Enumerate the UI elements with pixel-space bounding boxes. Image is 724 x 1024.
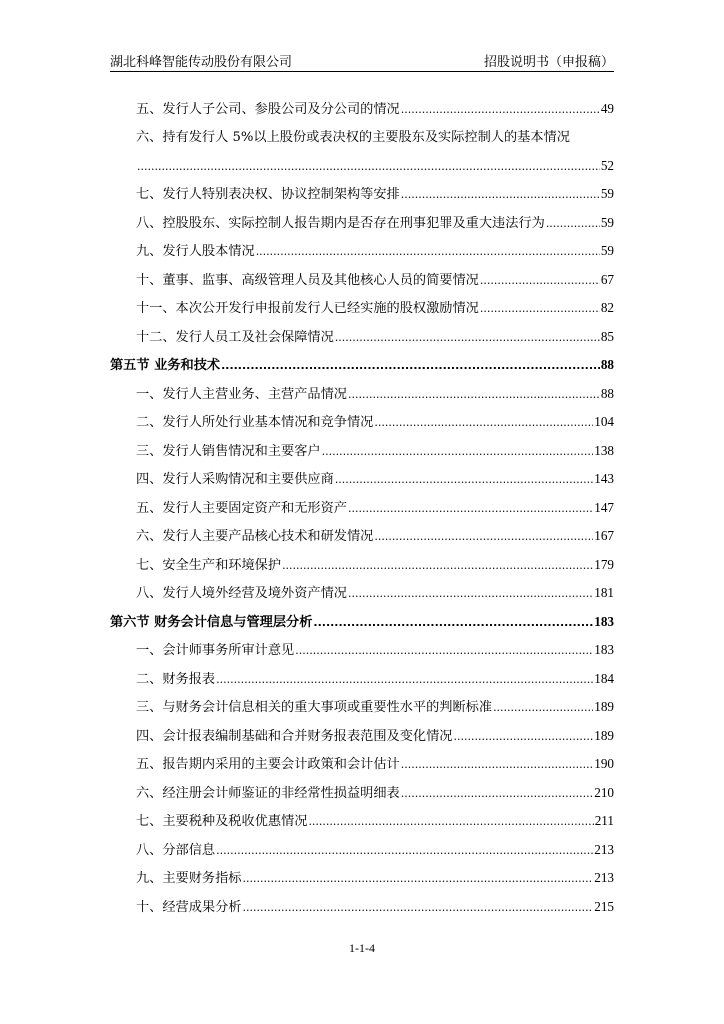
toc-dot-leader [256, 244, 600, 259]
toc-entry-page: 183 [594, 613, 614, 629]
toc-entry[interactable] [110, 373, 614, 402]
toc-dot-leader [348, 501, 593, 516]
toc-entry-page: 211 [594, 813, 614, 828]
toc-entry-page: 215 [594, 898, 614, 914]
toc-entry[interactable] [110, 288, 614, 317]
toc-entry[interactable] [110, 630, 614, 659]
toc-entry[interactable] [110, 772, 614, 801]
toc-entry-label: 三、与财务会计信息相关的重大事项或重要性水平的判断标准 [136, 700, 493, 715]
toc-entry-label: 一、发行人主营业务、主营产品情况 [136, 386, 347, 402]
toc-entry-label: 八、控股股东、实际控制人报告期内是否存在刑事犯罪及重大违法行为 [136, 215, 545, 231]
toc-dot-leader [308, 814, 593, 829]
toc-dot-leader [401, 102, 600, 117]
toc-entry-page: 88 [600, 385, 614, 401]
toc-entry-label: 六、发行人主要产品核心技术和研发情况 [136, 529, 374, 544]
toc-entry-label: 五、报告期内采用的主要会计政策和会计估计 [136, 757, 400, 772]
toc-dot-leader [313, 615, 593, 630]
toc-entry[interactable] [110, 886, 614, 915]
toc-entry-label: 七、安全生产和环境保护 [136, 557, 282, 573]
toc-entry-page: 147 [594, 499, 614, 515]
toc-dot-leader [216, 843, 593, 858]
page-number: 1-1-4 [349, 941, 375, 955]
toc-dot-leader [493, 700, 593, 715]
table-of-contents [110, 88, 614, 915]
toc-dot-leader [374, 529, 593, 544]
toc-entry-page: 59 [600, 243, 614, 258]
toc-entry-label: 四、会计报表编制基础和合并财务报表范围及变化情况 [136, 728, 453, 744]
toc-dot-leader [243, 900, 594, 915]
header-company-name: 湖北科峰智能传动股份有限公司 [110, 55, 293, 70]
toc-entry-label: 七、主要税种及税收优惠情况 [136, 814, 308, 829]
toc-entry-label: 三、发行人销售情况和主要客户 [136, 443, 321, 459]
toc-dot-leader [401, 187, 600, 202]
toc-entry[interactable] [110, 174, 614, 203]
toc-entry[interactable] [110, 687, 614, 716]
toc-entry-label: 六、经注册会计师鉴证的非经常性损益明细表 [136, 785, 400, 801]
toc-entry-page: 67 [600, 271, 614, 287]
toc-dot-leader [348, 387, 600, 402]
toc-dot-leader [243, 871, 594, 886]
toc-dot-leader [216, 672, 593, 687]
toc-entry-label: 十、经营成果分析 [136, 899, 242, 915]
toc-dot-leader [282, 558, 593, 573]
toc-entry[interactable] [110, 402, 614, 431]
toc-entry-label: 十一、本次公开发行申报前发行人已经实施的股权激励情况 [136, 301, 479, 316]
toc-entry-page: 59 [600, 186, 614, 201]
toc-entry-page: 184 [594, 670, 614, 686]
toc-entry-page: 88 [600, 357, 614, 372]
toc-dot-leader [401, 757, 593, 772]
toc-dot-leader [480, 301, 600, 316]
toc-dot-leader [454, 729, 594, 744]
toc-entry-label: 五、发行人主要固定资产和无形资产 [136, 500, 347, 516]
toc-entry-page: 213 [594, 870, 614, 885]
toc-entry[interactable] [110, 544, 614, 573]
toc-entry-page: 189 [594, 699, 614, 714]
toc-entry-page: 49 [600, 100, 614, 116]
toc-entry[interactable] [110, 231, 614, 260]
toc-dot-leader [335, 330, 600, 345]
toc-dot-leader [401, 786, 593, 801]
toc-entry-label: 九、主要财务指标 [136, 871, 242, 886]
toc-dot-leader [221, 358, 600, 373]
toc-entry-page: 190 [594, 756, 614, 771]
toc-entry-page: 183 [594, 642, 614, 657]
toc-entry-continuation[interactable] [110, 145, 614, 174]
toc-dot-leader [480, 273, 600, 288]
toc-dot-leader [137, 159, 600, 174]
toc-entry-page: 52 [600, 157, 614, 173]
toc-entry-label: 十、董事、监事、高级管理人员及其他核心人员的简要情况 [136, 272, 479, 288]
toc-entry-label: 八、发行人境外经营及境外资产情况 [136, 586, 347, 601]
toc-entry[interactable] [110, 573, 614, 602]
header-document-title: 招股说明书（申报稿） [483, 55, 614, 70]
toc-entry-label: 五、发行人子公司、参股公司及分公司的情况 [136, 101, 400, 117]
toc-entry[interactable] [110, 829, 614, 858]
toc-entry[interactable] [110, 316, 614, 345]
toc-entry-label: 四、发行人采购情况和主要供应商 [136, 472, 334, 487]
toc-dot-leader [374, 415, 593, 430]
toc-entry[interactable] [110, 430, 614, 459]
toc-entry[interactable] [110, 88, 614, 117]
toc-entry-page: 85 [600, 328, 614, 344]
toc-entry-label: 十二、发行人员工及社会保障情况 [136, 329, 334, 345]
toc-entry-page: 181 [594, 585, 614, 600]
page-footer [0, 941, 724, 956]
toc-entry-label: 第六节 财务会计信息与管理层分析 [110, 614, 313, 630]
toc-entry[interactable] [110, 744, 614, 773]
toc-entry-label: 九、发行人股本情况 [136, 244, 255, 259]
toc-dot-leader [348, 586, 593, 601]
toc-entry-page: 104 [594, 414, 614, 429]
toc-entry-label: 七、发行人特别表决权、协议控制架构等安排 [136, 187, 400, 202]
toc-entry[interactable] [110, 487, 614, 516]
toc-entry-page: 143 [594, 471, 614, 486]
toc-entry-label: 一、会计师事务所审计意见 [136, 643, 295, 658]
toc-section-heading[interactable] [110, 601, 614, 630]
toc-entry[interactable] [110, 715, 614, 744]
toc-entry[interactable] [110, 516, 614, 545]
toc-entry-page: 82 [600, 300, 614, 315]
toc-entry-label: 二、发行人所处行业基本情况和竞争情况 [136, 415, 374, 430]
toc-entry-label: 八、分部信息 [136, 842, 216, 858]
page-header [110, 50, 614, 70]
toc-entry-page: 138 [594, 442, 614, 458]
toc-entry-label: 二、财务报表 [136, 671, 216, 687]
toc-dot-leader [322, 444, 594, 459]
toc-entry[interactable] [110, 858, 614, 887]
toc-entry-page: 213 [594, 841, 614, 857]
toc-entry-page: 179 [594, 556, 614, 572]
toc-dot-leader [546, 216, 600, 231]
toc-entry-label: 六、持有发行人 5%以上股份或表决权的主要股东及实际控制人的基本情况 [136, 130, 570, 145]
toc-entry-page: 189 [594, 727, 614, 743]
toc-entry[interactable] [110, 801, 614, 830]
toc-entry-page: 210 [594, 784, 614, 800]
toc-entry-page: 59 [600, 214, 614, 230]
toc-entry[interactable] [110, 459, 614, 488]
toc-entry[interactable] [110, 117, 614, 146]
toc-section-heading[interactable] [110, 345, 614, 374]
header-divider [110, 71, 614, 72]
toc-dot-leader [335, 472, 593, 487]
toc-entry[interactable] [110, 658, 614, 687]
toc-entry-page: 167 [594, 528, 614, 543]
toc-dot-leader [295, 643, 593, 658]
toc-entry-label: 第五节 业务和技术 [110, 358, 221, 373]
toc-entry[interactable] [110, 202, 614, 231]
toc-entry[interactable] [110, 259, 614, 288]
